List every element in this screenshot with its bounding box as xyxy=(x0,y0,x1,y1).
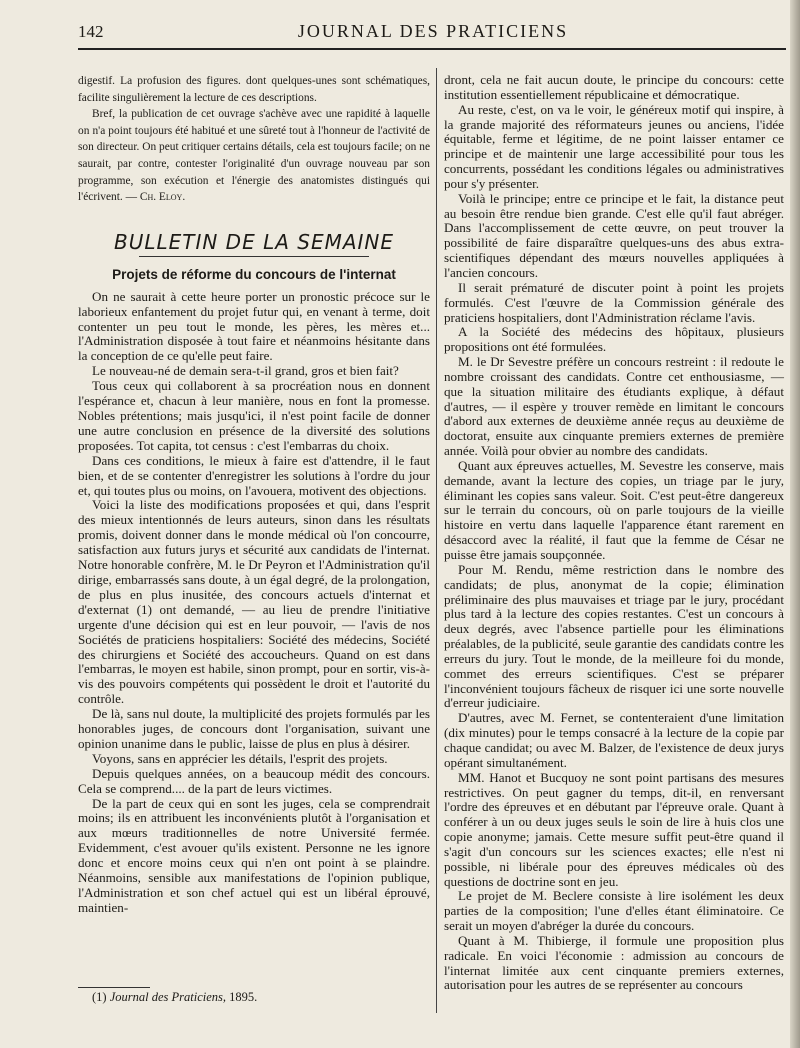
review-paragraph: digestif. La profusion des figures. dont quelques-unes sont schématiques, facilite singulièrement la lecture de ces descriptions. xyxy=(78,75,430,104)
footnote-year: 1895. xyxy=(229,990,258,1004)
footnote-rule xyxy=(78,987,150,988)
section-title-underline xyxy=(139,256,369,257)
article-paragraph: Quant aux épreuves actuelles, M. Sevestre les conserve, mais demande, avant la lecture des copies, un triage par le jury, éliminant les copies sans valeur. Soit. C'est peut-être dangereux sur le terrain du concours, où on parle toujours de la vieille histoire en vertu dans laquelle l'apparence étant rarement en désaccord avec la réalité, il faut que la femme de César ne puisse être jamais soupçonnée. xyxy=(444,457,784,562)
article-paragraph: Quant à M. Thibierge, il formule une proposition plus radicale. En voici l'économie : admission au concours de l'internat limitée aux cent cinquante premiers externes, autorisation pour les autres de se représenter au concours xyxy=(444,932,784,993)
review-paragraph xyxy=(78,106,430,206)
article-paragraph: Voici la liste des modifications proposées et qui, dans l'esprit des mieux intentionnés de leurs auteurs, sinon dans les résultats promis, doivent donner dans le monde médical où l'on concourre, satisfaction aux futurs jurys et sécurité aux candidats de l'internat. Notre honorable confrère, M. le Dr Peyron et l'Administration qu'il dirige, embarrassés sans doute, à un égal degré, de la prolongation, de plus en plus inusitée, des concours actuels d'internat et d'externat (1) ont demandé, — au lieu de prendre l'initiative urgente d'une décision qui est en leur pouvoir, — l'avis de nos Sociétés de praticiens hospitaliers: Société des médecins, Société des chirurgiens et Société des accoucheurs. Quand on est dans l'embarras, le moyen est habile, sinon prompt, pour en sortir, vis-à-vis des pouvoirs compétents qui possèdent le droit et l'autorité du contrôle. xyxy=(78,497,430,707)
page-number: 142 xyxy=(78,22,104,41)
section-title: BULLETIN DE LA SEMAINE xyxy=(113,229,395,254)
article-paragraph: Au reste, c'est, on va le voir, le généreux motif qui inspire, à la grande majorité des réformateurs jeunes ou anciens, l'idée équitable, ferme et légitime, de ne point laisser entamer ce principe et de maintenir une large accessibilité pour tous les concurrents, possédant les conditions légales ou administratives pour s'y présenter. xyxy=(444,101,784,191)
left-column xyxy=(78,73,430,916)
book-review xyxy=(78,73,430,206)
review-signature: — Ch. Eloy. xyxy=(125,191,186,204)
article-body xyxy=(78,290,430,916)
article-paragraph: Le nouveau-né de demain sera-t-il grand, gros et bien fait? xyxy=(92,363,399,379)
column-divider xyxy=(436,68,437,1013)
journal-title: JOURNAL DES PRATICIENS xyxy=(297,21,569,41)
article-paragraph: A la Société des médecins des hôpitaux, plusieurs propositions ont été formulées. xyxy=(444,324,784,355)
page-header xyxy=(78,20,788,50)
article-paragraph: Dans ces conditions, le mieux à faire est d'attendre, il le faut bien, et de se contenter d'enregistrer les solutions à l'ordre du jour et, qui toutes plus ou moins, on l'avouera, motivent des objections. xyxy=(78,452,430,498)
article-paragraph: Il serait prématuré de discuter point à point les projets formulés. C'est l'œuvre de la Commission générale des praticiens hospitaliers, dont l'Administration réclame l'avis. xyxy=(444,279,784,325)
article-paragraph: Pour M. Rendu, même restriction dans le nombre des candidats; de plus, anonymat de la copie; élimination préliminaire des plus mauvaises et triage par le jury, procédant plus tard à la lecture des copies restantes. C'est un concours à deux degrés, avec l'absence partielle pour les éliminations préalables, de la publicité, seule garantie des candidats contre les erreurs du jury. Tout le monde, de la meilleure foi du monde, commet des erreurs scientifiques. C'est se préparer l'inconvénient toujours fâcheux de risquer ici une sorte nouvelle d'erreur judiciaire. xyxy=(444,561,784,711)
article-paragraph: On ne saurait à cette heure porter un pronostic précoce sur le laborieux enfantement du projet futur qui, en venant à terme, doit contenter un peu tout le monde, les pères, les mères et... l'Administration disposée à tout faire et néanmoins hésitante dans la conception de ce qu'elle peut faire. xyxy=(78,288,430,364)
article-paragraph: Voilà le principe; entre ce principe et le fait, la distance peut au besoin être rendue bien grande. C'est elle qu'il faut abréger. Dans l'accomplissement de cette œuvre, on peut trouver la possibilité de faire disparaître quelques-uns des abus extra-scientifiques dépendant des mœurs nouvelles appliquées à l'ancien concours. xyxy=(444,190,784,280)
article-paragraph: Voyons, sans en apprécier les détails, l'esprit des projets. xyxy=(92,750,388,766)
article-title: Projets de réforme du concours de l'internat xyxy=(112,266,396,282)
article-paragraph: De la part de ceux qui en sont les juges, cela se comprendrait moins; ils en attribuent les inconvénients plutôt à l'organisation et aux mœurs traditionnelles de notre Université fermée. Evidemment, c'est avouer qu'ils existent. Personne ne les ignore donc et encore moins ceux qui n'en ont point à se plaindre. Néanmoins, sensible aux manifestations de l'opinion publique, l'Administration et son chef actuel qui est un libéral éprouvé, maintien- xyxy=(78,795,430,915)
article-paragraph: MM. Hanot et Bucquoy ne sont point partisans des mesures restrictives. On peut gagner du temps, dit-il, en renversant l'ordre des épreuves et en débutant par l'épreuve orale. Quant à conférer à un ou deux juges seuls le soin de lire à huis clos une copie anonyme; jamais. Cette mesure suffit peut-être quand il s'agit d'un concours sur les sciences exactes; elle n'est ni possible, ni libérale pour des épreuves médicales où des questions de doctrine sont en jeu. xyxy=(444,769,784,889)
article-paragraph: Depuis quelques années, on a beaucoup médit des concours. Cela se comprend.... de la part de leurs victimes. xyxy=(78,765,430,796)
review-text: Bref, la publication de cet ouvrage s'achève avec une rapidité à laquelle on n'a point toujours été habitué et une sûreté tout à l'honneur de l'activité de son directeur. On peut critiquer certains détails, cela est toujours facile; on ne saurait, par contre, contester l'originalité d'un ouvrage nouveau par son programme, son exécution et l'énergie des anatomistes distingués qui l'écrivent. xyxy=(78,108,430,204)
right-column xyxy=(444,73,784,993)
article-paragraph: Tous ceux qui collaborent à sa procréation nous en donnent l'espérance et, chacun à leur manière, nous en font la promesse. Nobles prétentions; mais jusqu'ici, il n'est point facile de donner une autre conclusion en présence de la diversité des solutions proposées. Tot capita, tot census : c'est l'embarras du choix. xyxy=(78,378,430,453)
footnote-mark: (1) xyxy=(92,990,107,1004)
article-paragraph: D'autres, avec M. Fernet, se contenteraient d'une limitation (dix minutes) pour le temps consacré à la lecture de la copie par chaque candidat; ou avec M. Balzer, de l'existence de deux jurys opérant simultanément. xyxy=(444,710,784,770)
article-paragraph: M. le Dr Sevestre préfère un concours restreint : il redoute le nombre croissant des candidats. Contre cet enthousiasme, — que la situation militaire des étudiants explique, à défaut d'autres, — il espère y trouver remède en limitant le concours d'abord aux externes de deuxième année reçus au deuxième de doctorat, ensuite aux cinquante premiers externes de première année. Voilà pour obvier au nombre des candidats. xyxy=(444,354,784,459)
article-paragraph: Le projet de M. Beclere consiste à lire isolément les deux parties de la composition; l'une d'elles étant éliminatoire. Ce serait un moyen d'abréger la durée du concours. xyxy=(444,888,784,934)
article-paragraph: De là, sans nul doute, la multiplicité des projets formulés par les honorables juges, de concours dont l'organisation, suivant une opinion unanime dans le public, laisse de plus en plus à désirer. xyxy=(78,706,430,751)
page-edge xyxy=(790,0,800,1048)
header-rule xyxy=(78,48,786,50)
article-paragraph: dront, cela ne fait aucun doute, le principe du concours: cette institution essentiellement républicaine et démocratique. xyxy=(444,72,784,102)
footnote-source: Journal des Praticiens, xyxy=(109,990,227,1004)
footnote xyxy=(92,990,257,1005)
